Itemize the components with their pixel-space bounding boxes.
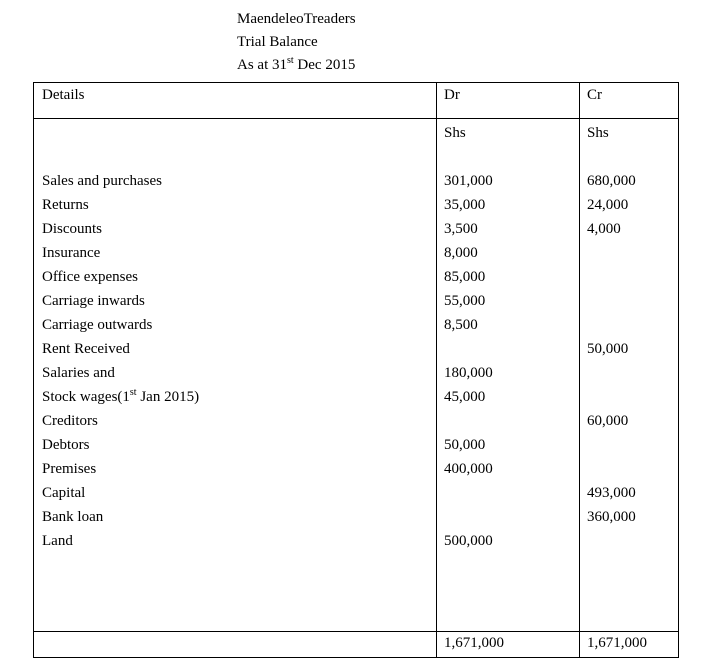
row-details: Salaries and <box>42 365 115 381</box>
document-type-title: Trial Balance <box>237 34 318 50</box>
row-dr-amount: 45,000 <box>444 389 486 405</box>
table-row <box>34 293 678 317</box>
row-details: Debtors <box>42 437 90 453</box>
row-details: Returns <box>42 197 89 213</box>
table-row <box>34 221 678 245</box>
row-cr-amount <box>579 365 678 389</box>
row-details: Carriage inwards <box>42 293 145 309</box>
table-header-row <box>34 83 678 119</box>
total-dr: 1,671,000 <box>444 635 504 651</box>
row-cr-amount: 680,000 <box>587 173 636 189</box>
row-details: Creditors <box>42 413 98 429</box>
table-row <box>34 365 678 389</box>
row-cr-amount: 24,000 <box>587 197 629 213</box>
row-cr-amount <box>579 317 678 341</box>
row-dr-amount: 55,000 <box>444 293 486 309</box>
row-details: Insurance <box>42 245 101 261</box>
row-dr-amount: 85,000 <box>444 269 486 285</box>
row-cr-amount <box>579 437 678 461</box>
unit-cr: Shs <box>587 125 609 141</box>
row-cr-amount <box>579 245 678 269</box>
row-cr-amount <box>579 293 678 317</box>
header-details: Details <box>42 87 85 103</box>
table-row <box>34 485 678 509</box>
row-dr-amount: 400,000 <box>444 461 493 477</box>
table-row <box>34 341 678 365</box>
date-suffix: Dec 2015 <box>293 57 356 73</box>
row-dr-amount: 301,000 <box>444 173 493 189</box>
table-row <box>34 317 678 341</box>
trial-balance-table <box>33 82 679 658</box>
row-cr-amount <box>579 269 678 293</box>
row-details: Office expenses <box>42 269 138 285</box>
row-cr-amount: 50,000 <box>587 341 629 357</box>
table-row <box>34 509 678 533</box>
header-dr: Dr <box>444 87 460 103</box>
row-cr-amount: 493,000 <box>587 485 636 501</box>
table-row <box>34 437 678 461</box>
table-row <box>34 173 678 197</box>
table-unit-row <box>34 119 678 149</box>
row-cr-amount <box>579 461 678 485</box>
table-row <box>34 413 678 437</box>
date-prefix: As at 31 <box>237 57 287 73</box>
table-row <box>34 461 678 485</box>
row-details: Land <box>42 533 73 549</box>
row-cr-amount: 360,000 <box>587 509 636 525</box>
row-dr-amount: 3,500 <box>444 221 478 237</box>
column-divider-dr <box>436 83 437 657</box>
row-dr-amount: 500,000 <box>444 533 493 549</box>
row-dr-amount: 50,000 <box>444 437 486 453</box>
date-ordinal-suffix: st <box>287 55 294 66</box>
row-cr-amount <box>579 533 678 557</box>
row-dr-amount <box>436 485 579 509</box>
row-details: Sales and purchases <box>42 173 162 189</box>
total-details-empty <box>34 635 436 657</box>
table-row <box>34 533 678 557</box>
table-row <box>34 245 678 269</box>
row-details: Premises <box>42 461 97 477</box>
row-cr-amount: 4,000 <box>587 221 621 237</box>
document-date-line <box>237 54 356 77</box>
row-dr-amount <box>436 413 579 437</box>
document-title-block <box>237 8 356 77</box>
unit-details-empty <box>34 125 436 149</box>
row-details: Capital <box>42 485 86 501</box>
row-details: Discounts <box>42 221 102 237</box>
row-dr-amount: 180,000 <box>444 365 493 381</box>
row-cr-amount <box>579 389 678 413</box>
ordinal-suffix: st <box>129 389 137 398</box>
unit-dr: Shs <box>444 125 466 141</box>
table-row <box>34 197 678 221</box>
row-dr-amount: 8,500 <box>444 317 478 333</box>
table-row <box>34 389 678 413</box>
row-dr-amount: 35,000 <box>444 197 486 213</box>
row-details: Carriage outwards <box>42 317 153 333</box>
table-row <box>34 269 678 293</box>
table-bottom-spacer <box>34 557 678 631</box>
row-details: Stock wages(1st Jan 2015) <box>42 389 200 405</box>
header-cr: Cr <box>587 87 602 103</box>
row-dr-amount <box>436 509 579 533</box>
total-cr: 1,671,000 <box>587 635 647 651</box>
company-name: MaendeleoTreaders <box>237 11 356 27</box>
row-cr-amount: 60,000 <box>587 413 629 429</box>
table-body <box>34 149 678 557</box>
row-details: Bank loan <box>42 509 104 525</box>
column-divider-cr <box>579 83 580 657</box>
row-dr-amount <box>436 341 579 365</box>
row-dr-amount: 8,000 <box>444 245 478 261</box>
table-total-row <box>34 631 678 657</box>
row-details: Rent Received <box>42 341 130 357</box>
